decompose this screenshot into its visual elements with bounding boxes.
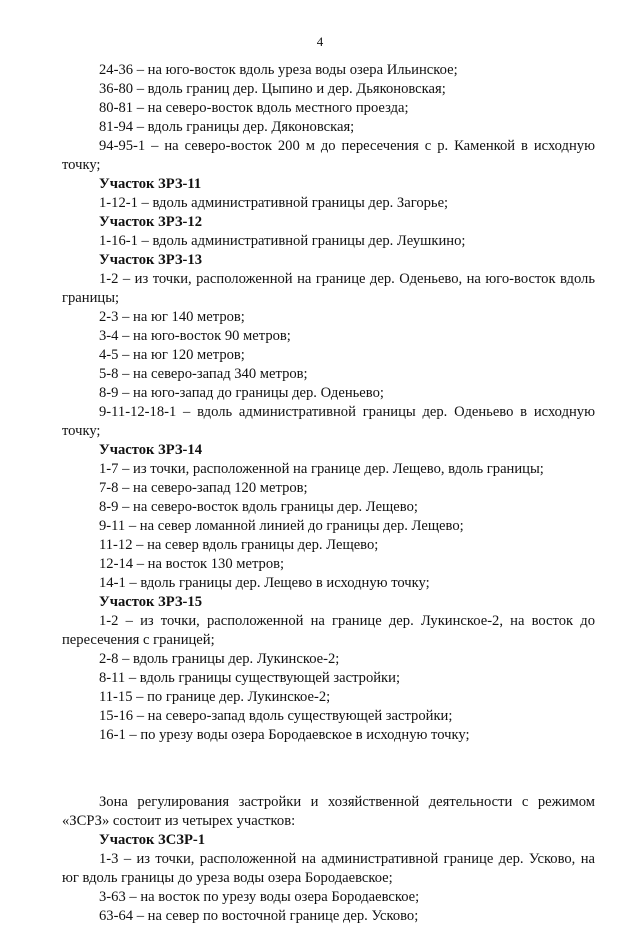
boundary-paragraph: 16-1 – по урезу воды озера Бородаевское в исходную точку; bbox=[99, 727, 470, 743]
page-number: 4 bbox=[316, 34, 324, 49]
boundary-paragraph: 9-11-12-18-1 – вдоль административной границы дер. Оденьево в исходную точку; bbox=[62, 404, 595, 439]
document-body bbox=[62, 61, 595, 926]
boundary-paragraph: 24-36 – на юго-восток вдоль уреза воды озера Ильинское; bbox=[99, 62, 458, 78]
section-heading: Участок ЗРЗ-12 bbox=[99, 214, 202, 230]
boundary-paragraph: 36-80 – вдоль границ дер. Цыпино и дер. Дьяконовская; bbox=[99, 81, 446, 97]
boundary-paragraph: 80-81 – на северо-восток вдоль местного проезда; bbox=[99, 100, 409, 116]
boundary-paragraph: 2-8 – вдоль границы дер. Лукинское-2; bbox=[99, 651, 340, 667]
boundary-paragraph: 7-8 – на северо-запад 120 метров; bbox=[99, 480, 308, 496]
boundary-paragraph: 14-1 – вдоль границы дер. Лещево в исходную точку; bbox=[99, 575, 430, 591]
section-heading: Участок ЗРЗ-15 bbox=[99, 594, 202, 610]
boundary-paragraph: 1-12-1 – вдоль административной границы дер. Загорье; bbox=[99, 195, 449, 211]
section-heading: Участок ЗРЗ-14 bbox=[99, 442, 202, 458]
boundary-paragraph: 63-64 – на север по восточной границе дер. Усково; bbox=[99, 908, 419, 925]
boundary-paragraph: 11-12 – на север вдоль границы дер. Лещево; bbox=[99, 537, 379, 553]
boundary-paragraph: 1-2 – из точки, расположенной на границе дер. Оденьево, на юго-восток вдоль границы; bbox=[62, 271, 595, 306]
boundary-paragraph: 8-9 – на юго-запад до границы дер. Оденьево; bbox=[99, 385, 384, 401]
boundary-paragraph: 12-14 – на восток 130 метров; bbox=[99, 556, 285, 572]
boundary-paragraph: 1-7 – из точки, расположенной на границе дер. Лещево, вдоль границы; bbox=[99, 461, 544, 477]
boundary-paragraph: 4-5 – на юг 120 метров; bbox=[99, 347, 245, 363]
boundary-paragraph: 2-3 – на юг 140 метров; bbox=[99, 309, 245, 325]
boundary-paragraph: 1-2 – из точки, расположенной на границе дер. Лукинское-2, на восток до пересечения с границей; bbox=[62, 613, 595, 648]
section-heading: Участок ЗРЗ-13 bbox=[99, 252, 202, 268]
section-heading: Участок ЗСЗР-1 bbox=[99, 832, 206, 849]
boundary-paragraph: 5-8 – на северо-запад 340 метров; bbox=[99, 366, 308, 382]
boundary-paragraph: 8-9 – на северо-восток вдоль границы дер. Лещево; bbox=[99, 499, 418, 515]
paragraph-spacer bbox=[62, 760, 595, 779]
boundary-paragraph: 11-15 – по границе дер. Лукинское-2; bbox=[99, 689, 331, 705]
boundary-paragraph: Зона регулирования застройки и хозяйственной деятельности с режимом «ЗСРЗ» состоит из четырех участков: bbox=[62, 794, 595, 830]
boundary-paragraph: 1-3 – из точки, расположенной на административной границе дер. Усково, на юг вдоль границы до уреза воды озера Бородаевское; bbox=[62, 851, 595, 887]
boundary-paragraph: 15-16 – на северо-запад вдоль существующей застройки; bbox=[99, 708, 453, 724]
boundary-paragraph: 1-16-1 – вдоль административной границы дер. Леушкино; bbox=[99, 233, 466, 249]
boundary-paragraph: 81-94 – вдоль границы дер. Дяконовская; bbox=[99, 119, 355, 135]
boundary-paragraph: 9-11 – на север ломанной линией до границы дер. Лещево; bbox=[99, 518, 464, 534]
boundary-paragraph: 8-11 – вдоль границы существующей застройки; bbox=[99, 670, 401, 686]
boundary-paragraph: 3-63 – на восток по урезу воды озера Бородаевское; bbox=[99, 889, 420, 906]
section-heading: Участок ЗРЗ-11 bbox=[99, 176, 202, 192]
boundary-paragraph: 3-4 – на юго-восток 90 метров; bbox=[99, 328, 291, 344]
boundary-paragraph: 94-95-1 – на северо-восток 200 м до пересечения с р. Каменкой в исходную точку; bbox=[62, 138, 595, 173]
